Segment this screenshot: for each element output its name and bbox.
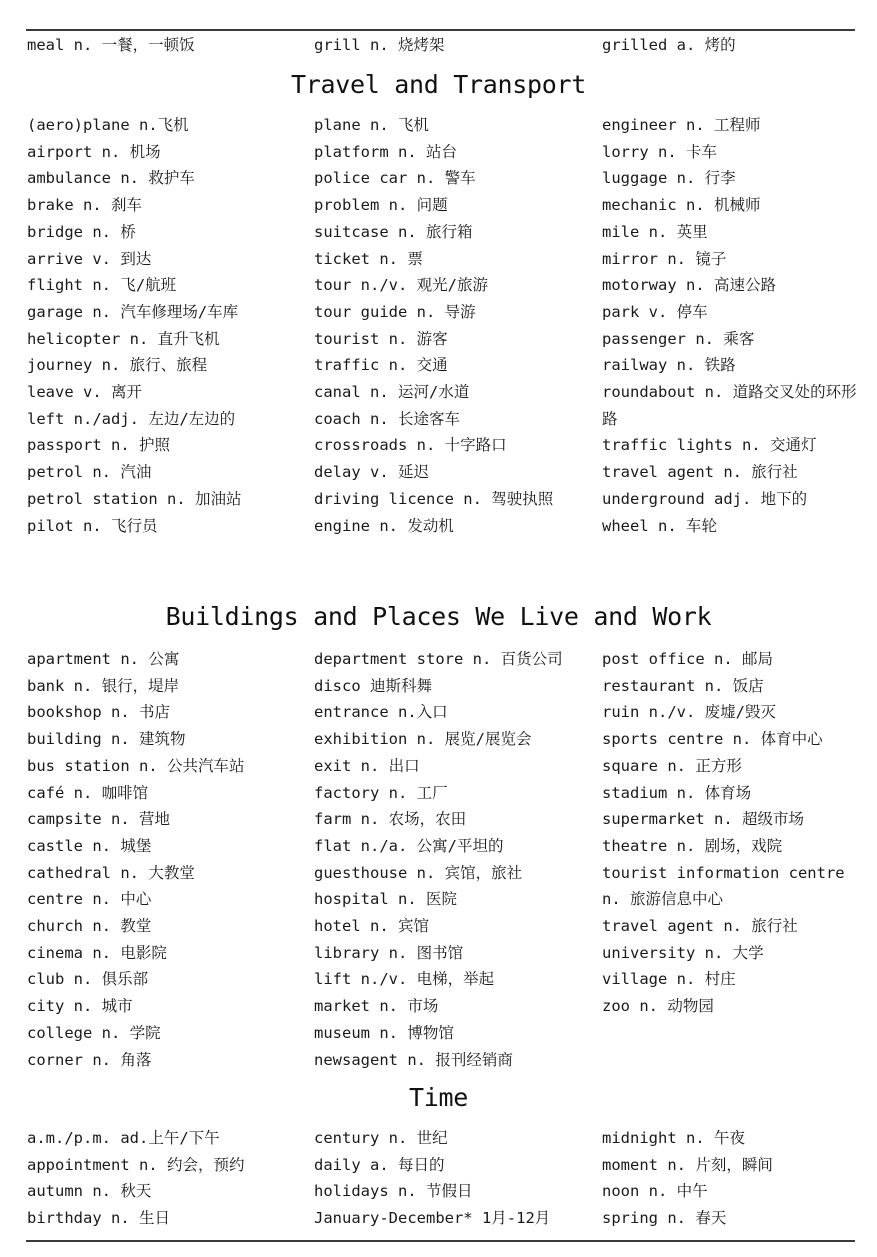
entry: bank n. 银行，堤岸: [27, 676, 180, 695]
entry: newsagent n. 报刊经销商: [314, 1050, 513, 1069]
entry: autumn n. 秋天: [27, 1182, 152, 1201]
entry: museum n. 博物馆: [314, 1023, 454, 1042]
entry: a.m./p.m. ad.上午/下午: [27, 1129, 220, 1147]
column-2: [314, 1125, 594, 1232]
entry: passenger n. 乘客: [602, 329, 755, 348]
entry: bus station n. 公共汽车站: [27, 756, 245, 775]
entry: mirror n. 镜子: [602, 249, 727, 268]
entry: coach n. 长途客车: [314, 409, 460, 428]
column-3: [602, 1125, 870, 1232]
entry: city n. 城市: [27, 997, 133, 1016]
entry: driving licence n. 驾驶执照: [314, 489, 554, 508]
entry: century n. 世纪: [314, 1129, 448, 1147]
entry: meal n. 一餐，一顿饭: [27, 36, 195, 54]
entry: spring n. 春天: [602, 1209, 727, 1228]
entry: restaurant n. 饭店: [602, 676, 764, 695]
entry: ruin n./v. 废墟/毁灭: [602, 703, 776, 722]
entry: travel agent n. 旅行社: [602, 463, 798, 482]
column-3: [602, 646, 870, 1020]
entry: cinema n. 电影院: [27, 943, 167, 962]
entry: bridge n. 桥: [27, 222, 136, 241]
entry: (aero)plane n.飞机: [27, 116, 189, 134]
entry: entrance n.入口: [314, 703, 448, 722]
entry: tour n./v. 观光/旅游: [314, 276, 488, 295]
entry: flight n. 飞/航班: [27, 276, 177, 295]
column-1: [27, 1125, 307, 1232]
entry: lift n./v. 电梯，举起: [314, 970, 495, 989]
entry: brake n. 刹车: [27, 196, 142, 215]
entry: wheel n. 车轮: [602, 516, 717, 535]
entry: hospital n. 医院: [314, 890, 457, 909]
entry: square n. 正方形: [602, 756, 742, 775]
entry: ambulance n. 救护车: [27, 169, 195, 188]
entry: tourist n. 游客: [314, 329, 448, 348]
entry: grilled a. 烤的: [602, 36, 736, 54]
entry: midnight n. 午夜: [602, 1129, 745, 1147]
column-2: [314, 112, 594, 539]
bottom-rule: [26, 1240, 855, 1242]
entry: factory n. 工厂: [314, 783, 448, 802]
entry: journey n. 旅行、旅程: [27, 356, 208, 375]
entry: police car n. 警车: [314, 169, 476, 188]
entry: delay v. 延迟: [314, 463, 429, 482]
entry: petrol n. 汽油: [27, 463, 152, 482]
entry: railway n. 铁路: [602, 356, 736, 375]
entry: village n. 村庄: [602, 970, 736, 989]
entry: traffic n. 交通: [314, 356, 448, 375]
entry: petrol station n. 加油站: [27, 489, 242, 508]
entry: exit n. 出口: [314, 756, 420, 775]
entry: club n. 俱乐部: [27, 970, 149, 989]
entry: travel agent n. 旅行社: [602, 917, 798, 936]
entry: grill n. 烧烤架: [314, 36, 445, 54]
entry: apartment n. 公寓: [27, 650, 180, 668]
entry: college n. 学院: [27, 1023, 161, 1042]
section-title-travel: Travel and Transport: [290, 70, 587, 99]
entry: café n. 咖啡馆: [27, 783, 149, 802]
entry: stadium n. 体育场: [602, 783, 752, 802]
entry: underground adj. 地下的: [602, 489, 808, 508]
entry: department store n. 百货公司: [314, 650, 563, 668]
column-1: [27, 646, 307, 1073]
entry: centre n. 中心: [27, 890, 152, 909]
section-title-time: Time: [408, 1083, 468, 1112]
entry: library n. 图书馆: [314, 943, 464, 962]
entry: mile n. 英里: [602, 222, 708, 241]
entry: guesthouse n. 宾馆，旅社: [314, 863, 523, 882]
column-3: [602, 112, 870, 539]
entry: suitcase n. 旅行箱: [314, 222, 473, 241]
entry: tourist information centre n. 旅游信息中心: [602, 863, 845, 909]
entry: campsite n. 营地: [27, 810, 170, 829]
entry: canal n. 运河/水道: [314, 383, 470, 402]
column-2: [314, 646, 594, 1073]
entry: airport n. 机场: [27, 142, 161, 161]
entry: disco 迪斯科舞: [314, 676, 432, 695]
entry: engine n. 发动机: [314, 516, 454, 535]
entry: exhibition n. 展览/展览会: [314, 730, 532, 749]
entry: post office n. 邮局: [602, 650, 773, 668]
entry: appointment n. 约会，预约: [27, 1155, 245, 1174]
entry: hotel n. 宾馆: [314, 917, 429, 936]
entry: traffic lights n. 交通灯: [602, 436, 817, 455]
entry: crossroads n. 十字路口: [314, 436, 507, 455]
entry: luggage n. 行李: [602, 169, 736, 188]
entry: theatre n. 剧场，戏院: [602, 836, 783, 855]
entry: moment n. 片刻，瞬间: [602, 1155, 773, 1174]
entry: bookshop n. 书店: [27, 703, 170, 722]
entry: cathedral n. 大教堂: [27, 863, 195, 882]
top-rule: [26, 29, 855, 31]
entry: park v. 停车: [602, 302, 708, 321]
entry: motorway n. 高速公路: [602, 276, 776, 295]
entry: corner n. 角落: [27, 1050, 152, 1069]
entry: building n. 建筑物: [27, 730, 186, 749]
entry: university n. 大学: [602, 943, 764, 962]
entry: roundabout n. 道路交叉处的环形路: [602, 383, 857, 428]
entry: market n. 市场: [314, 997, 439, 1016]
entry: daily a. 每日的: [314, 1155, 445, 1174]
entry: passport n. 护照: [27, 436, 170, 455]
entry: zoo n. 动物园: [602, 997, 714, 1016]
entry: problem n. 问题: [314, 196, 448, 215]
entry: sports centre n. 体育中心: [602, 730, 823, 749]
entry: lorry n. 卡车: [602, 142, 717, 161]
entry: tour guide n. 导游: [314, 302, 476, 321]
entry: leave v. 离开: [27, 383, 142, 402]
entry: helicopter n. 直升飞机: [27, 329, 220, 348]
entry: church n. 教堂: [27, 917, 152, 936]
entry: holidays n. 节假日: [314, 1182, 473, 1201]
entry: arrive v. 到达: [27, 249, 152, 268]
entry: plane n. 飞机: [314, 116, 429, 134]
entry: pilot n. 飞行员: [27, 516, 158, 535]
column-1: [27, 112, 307, 539]
section-title-buildings: Buildings and Places We Live and Work: [165, 602, 712, 631]
entry: left n./adj. 左边/左边的: [27, 409, 236, 428]
entry: flat n./a. 公寓/平坦的: [314, 836, 504, 855]
entry: castle n. 城堡: [27, 836, 152, 855]
entry: engineer n. 工程师: [602, 116, 761, 134]
entry: noon n. 中午: [602, 1182, 708, 1201]
entry: platform n. 站台: [314, 142, 457, 161]
entry: mechanic n. 机械师: [602, 196, 761, 215]
entry: farm n. 农场，农田: [314, 810, 467, 829]
entry: ticket n. 票: [314, 249, 423, 268]
entry: supermarket n. 超级市场: [602, 810, 804, 829]
entry: garage n. 汽车修理场/车库: [27, 302, 239, 321]
entry: birthday n. 生日: [27, 1209, 170, 1228]
entry: January-December* 1月-12月: [314, 1209, 551, 1228]
